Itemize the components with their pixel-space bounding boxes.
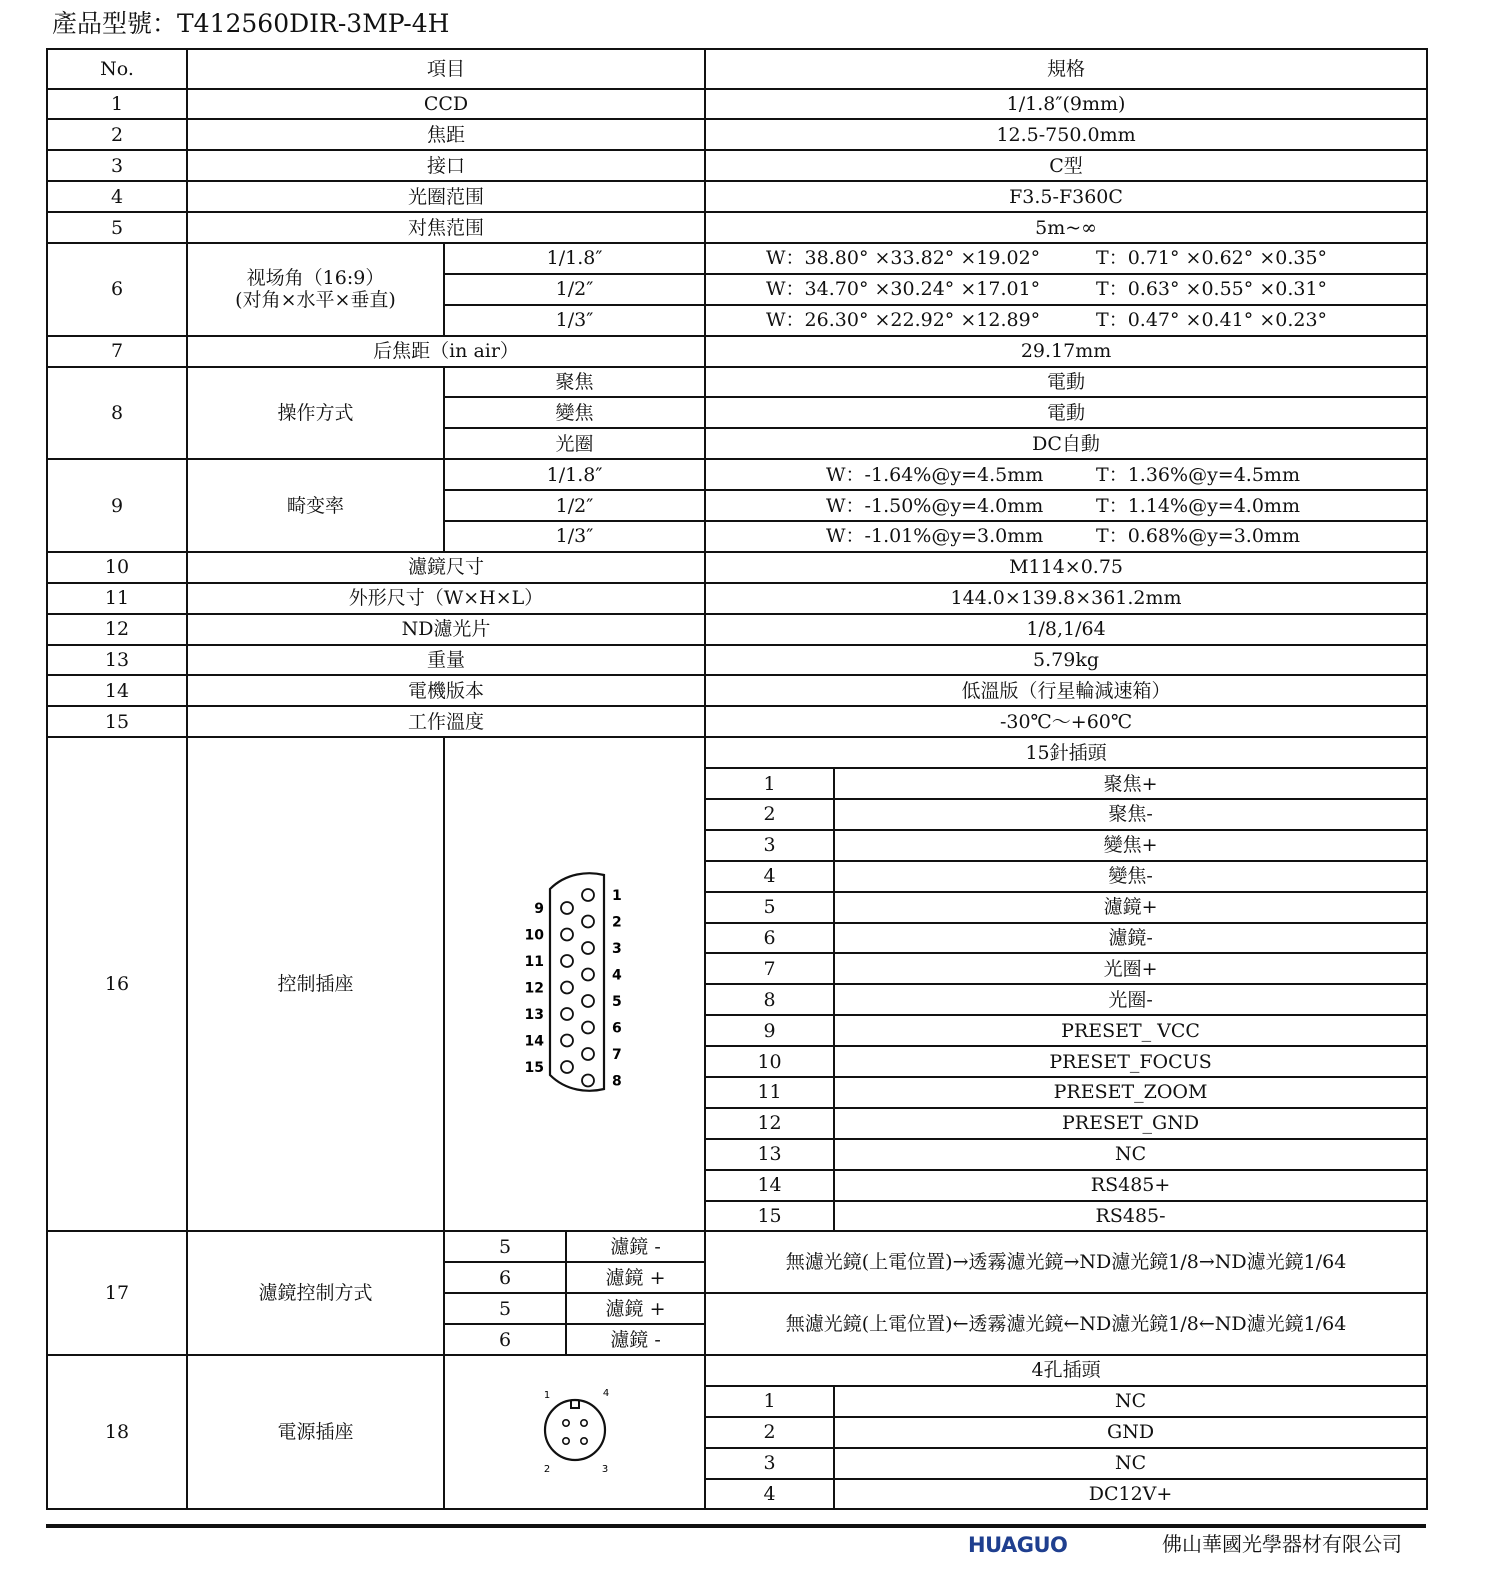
distortion-value <box>705 459 1427 490</box>
connector-pin <box>582 1074 594 1086</box>
spec-value: 電動 <box>705 367 1427 398</box>
item-name: 焦距 <box>187 119 705 150</box>
row-number: 6 <box>47 243 187 336</box>
table-row <box>47 150 1427 181</box>
item-name: CCD <box>187 89 705 120</box>
distortion-value <box>705 521 1427 552</box>
sensor-size: 1/3″ <box>444 305 705 336</box>
row-number: 3 <box>47 150 187 181</box>
pin-polarity: 濾鏡 - <box>566 1231 705 1262</box>
item-name: ND濾光片 <box>187 614 705 645</box>
model-title: 產品型號：T412560DIR-3MP-4H <box>52 9 450 38</box>
pin-number: 1 <box>705 768 834 799</box>
table-row <box>47 706 1427 737</box>
item-name: 控制插座 <box>187 737 444 1231</box>
connector-pin-label: 10 <box>524 927 544 944</box>
footer-rule <box>46 1524 1426 1528</box>
item-name: 濾鏡控制方式 <box>187 1231 444 1355</box>
item-name <box>187 243 444 336</box>
connector-pin-label: 15 <box>524 1059 544 1076</box>
table-row <box>47 119 1427 150</box>
connector-diagram-cell <box>444 737 705 1231</box>
fov-wide: W：34.70° ×30.24° ×17.01° <box>766 278 1041 301</box>
row-number: 11 <box>47 583 187 614</box>
distortion-tele: T：0.68%@y=3.0mm <box>1096 525 1300 548</box>
table-row <box>47 243 1427 274</box>
table-row <box>47 89 1427 120</box>
pin-signal: 變焦- <box>834 861 1427 892</box>
row-number: 15 <box>47 706 187 737</box>
row-number: 17 <box>47 1231 187 1355</box>
spec-value: 5.79kg <box>705 645 1427 676</box>
pin-signal: 變焦+ <box>834 830 1427 861</box>
pin-number: 7 <box>705 953 834 984</box>
connector-pin-label: 6 <box>611 1020 622 1037</box>
brand-logo: HUAGUO <box>968 1533 1068 1557</box>
item-name: 光圈范围 <box>187 181 705 212</box>
item-name: 后焦距（in air） <box>187 336 705 367</box>
spec-value: DC自動 <box>705 428 1427 459</box>
sensor-size: 1/2″ <box>444 274 705 305</box>
sub-item: 光圈 <box>444 428 705 459</box>
row-number: 2 <box>47 119 187 150</box>
connector-pin <box>561 955 573 967</box>
pin-number: 13 <box>705 1139 834 1170</box>
row-number: 12 <box>47 614 187 645</box>
item-name: 重量 <box>187 645 705 676</box>
header-no: No. <box>47 49 187 89</box>
item-name: 对焦范围 <box>187 212 705 243</box>
row-number: 16 <box>47 737 187 1231</box>
power-pin-label: 1 <box>543 1389 550 1401</box>
pin-number: 11 <box>705 1077 834 1108</box>
connector-pin-label: 12 <box>524 980 544 997</box>
connector-pin <box>582 1048 594 1060</box>
table-row <box>47 737 1427 768</box>
connector-pin <box>561 1061 573 1073</box>
row-number: 8 <box>47 367 187 460</box>
pin-number: 5 <box>705 892 834 923</box>
connector-pin <box>582 915 594 927</box>
connector-pin-label: 2 <box>611 914 622 931</box>
filter-sequence-backward: 無濾光鏡(上電位置)←透霧濾光鏡←ND濾光鏡1/8←ND濾光鏡1/64 <box>705 1293 1427 1355</box>
row-number: 14 <box>47 675 187 706</box>
sensor-size: 1/2″ <box>444 490 705 521</box>
spec-value: 144.0×139.8×361.2mm <box>705 583 1427 614</box>
pin-polarity: 濾鏡 + <box>566 1293 705 1324</box>
connector-pin-label: 4 <box>611 967 622 984</box>
pin-signal: 光圈+ <box>834 953 1427 984</box>
connector-pin <box>582 942 594 954</box>
pin-signal: PRESET_ZOOM <box>834 1077 1427 1108</box>
spec-value: 電動 <box>705 397 1427 428</box>
sub-item: 變焦 <box>444 397 705 428</box>
pin-number: 6 <box>705 923 834 954</box>
power-connector-icon <box>525 1380 625 1480</box>
fov-value <box>705 243 1427 274</box>
pin-signal: NC <box>834 1139 1427 1170</box>
table-row <box>47 645 1427 676</box>
db15-connector-icon <box>520 867 630 1097</box>
pin-signal: NC <box>834 1448 1427 1479</box>
spec-value: C型 <box>705 150 1427 181</box>
fov-wide: W：38.80° ×33.82° ×19.02° <box>766 247 1041 270</box>
table-row <box>47 367 1427 398</box>
pin-signal: 濾鏡+ <box>834 892 1427 923</box>
spec-value: 12.5-750.0mm <box>705 119 1427 150</box>
connector-pin-label: 8 <box>611 1073 622 1090</box>
table-row <box>47 181 1427 212</box>
connector-pin <box>582 995 594 1007</box>
spec-value: 29.17mm <box>705 336 1427 367</box>
item-name: 接口 <box>187 150 705 181</box>
power-pin-label: 2 <box>543 1463 550 1475</box>
table-row <box>47 212 1427 243</box>
pin-number: 12 <box>705 1108 834 1139</box>
connector-pin-label: 9 <box>533 900 544 917</box>
distortion-value <box>705 490 1427 521</box>
pin-number: 2 <box>705 799 834 830</box>
connector-pin <box>561 1008 573 1020</box>
sensor-size: 1/3″ <box>444 521 705 552</box>
connector-pin <box>561 928 573 940</box>
table-row <box>47 675 1427 706</box>
spec-value: 5m~∞ <box>705 212 1427 243</box>
table-row <box>47 1231 1427 1262</box>
pin-number: 5 <box>444 1231 566 1262</box>
pin-number: 6 <box>444 1262 566 1293</box>
spec-value: M114×0.75 <box>705 552 1427 583</box>
pin-signal: PRESET_ VCC <box>834 1015 1427 1046</box>
connector-title: 4孔插頭 <box>705 1355 1427 1386</box>
spec-value: 低溫版（行星輪減速箱） <box>705 675 1427 706</box>
pin-signal: RS485+ <box>834 1170 1427 1201</box>
item-name-line: 视场角（16:9） <box>246 267 385 290</box>
pin-signal: DC12V+ <box>834 1479 1427 1510</box>
fov-tele: T：0.47° ×0.41° ×0.23° <box>1096 309 1328 332</box>
power-pin-label: 3 <box>601 1463 608 1475</box>
company-name: 佛山華國光學器材有限公司 <box>1162 1532 1402 1556</box>
connector-pin-label: 11 <box>524 953 544 970</box>
fov-tele: T：0.63° ×0.55° ×0.31° <box>1096 278 1328 301</box>
pin-number: 9 <box>705 1015 834 1046</box>
table-row <box>47 459 1427 490</box>
pin-signal: PRESET_FOCUS <box>834 1046 1427 1077</box>
distortion-wide: W：-1.64%@y=4.5mm <box>826 463 1044 486</box>
pin-number: 8 <box>705 984 834 1015</box>
distortion-tele: T：1.36%@y=4.5mm <box>1096 463 1300 486</box>
spec-value: 1/8,1/64 <box>705 614 1427 645</box>
header-spec: 規格 <box>705 49 1427 89</box>
power-pin-label: 4 <box>602 1387 609 1399</box>
row-number: 5 <box>47 212 187 243</box>
pin-signal: NC <box>834 1386 1427 1417</box>
connector-pin <box>561 981 573 993</box>
pin-number: 3 <box>705 830 834 861</box>
power-connector-diagram-cell <box>444 1355 705 1509</box>
spec-value: F3.5-F360C <box>705 181 1427 212</box>
connector-pin-label: 3 <box>611 940 622 957</box>
pin-signal: 濾鏡- <box>834 923 1427 954</box>
item-name: 濾鏡尺寸 <box>187 552 705 583</box>
connector-pin <box>582 889 594 901</box>
row-number: 18 <box>47 1355 187 1509</box>
distortion-tele: T：1.14%@y=4.0mm <box>1096 494 1300 517</box>
connector-pin <box>561 1034 573 1046</box>
table-row <box>47 583 1427 614</box>
sensor-size: 1/1.8″ <box>444 243 705 274</box>
row-number: 7 <box>47 336 187 367</box>
spec-value: 1/1.8″(9mm) <box>705 89 1427 120</box>
fov-tele: T：0.71° ×0.62° ×0.35° <box>1096 247 1328 270</box>
filter-sequence-forward: 無濾光鏡(上電位置)→透霧濾光鏡→ND濾光鏡1/8→ND濾光鏡1/64 <box>705 1231 1427 1293</box>
connector-pin <box>582 1021 594 1033</box>
connector-title: 15針插頭 <box>705 737 1427 768</box>
pin-number: 6 <box>444 1324 566 1355</box>
pin-polarity: 濾鏡 + <box>566 1262 705 1293</box>
pin-signal: 聚焦+ <box>834 768 1427 799</box>
pin-number: 1 <box>705 1386 834 1417</box>
item-name: 電機版本 <box>187 675 705 706</box>
connector-pin-label: 13 <box>524 1006 544 1023</box>
item-name: 工作溫度 <box>187 706 705 737</box>
pin-signal: GND <box>834 1417 1427 1448</box>
connector-pin <box>582 968 594 980</box>
pin-signal: PRESET_GND <box>834 1108 1427 1139</box>
spec-value: -30℃～+60℃ <box>705 706 1427 737</box>
item-name: 外形尺寸（W×H×L） <box>187 583 705 614</box>
row-number: 9 <box>47 459 187 552</box>
row-number: 4 <box>47 181 187 212</box>
pin-number: 4 <box>705 1479 834 1510</box>
pin-signal: RS485- <box>834 1201 1427 1232</box>
fov-wide: W：26.30° ×22.92° ×12.89° <box>766 309 1041 332</box>
item-name: 電源插座 <box>187 1355 444 1509</box>
pin-signal: 光圈- <box>834 984 1427 1015</box>
sub-item: 聚焦 <box>444 367 705 398</box>
pin-polarity: 濾鏡 - <box>566 1324 705 1355</box>
row-number: 1 <box>47 89 187 120</box>
table-row <box>47 614 1427 645</box>
header-item: 項目 <box>187 49 705 89</box>
table-row <box>47 1355 1427 1386</box>
table-row <box>47 552 1427 583</box>
connector-pin-label: 5 <box>611 993 622 1010</box>
header-row <box>47 49 1427 89</box>
pin-number: 2 <box>705 1417 834 1448</box>
item-name: 畸变率 <box>187 459 444 552</box>
connector-pin <box>561 902 573 914</box>
fov-value <box>705 274 1427 305</box>
pin-number: 3 <box>705 1448 834 1479</box>
table-row <box>47 336 1427 367</box>
item-name-line: (对角×水平×垂直) <box>235 289 396 312</box>
row-number: 13 <box>47 645 187 676</box>
fov-value <box>705 305 1427 336</box>
pin-signal: 聚焦- <box>834 799 1427 830</box>
row-number: 10 <box>47 552 187 583</box>
pin-number: 14 <box>705 1170 834 1201</box>
pin-number: 4 <box>705 861 834 892</box>
distortion-wide: W：-1.01%@y=3.0mm <box>826 525 1044 548</box>
pin-number: 5 <box>444 1293 566 1324</box>
distortion-wide: W：-1.50%@y=4.0mm <box>826 494 1044 517</box>
spec-table <box>46 48 1428 1510</box>
pin-number: 10 <box>705 1046 834 1077</box>
connector-pin-label: 7 <box>611 1046 622 1063</box>
connector-pin-label: 14 <box>524 1033 544 1050</box>
connector-pin-label: 1 <box>611 887 622 904</box>
item-name: 操作方式 <box>187 367 444 460</box>
sensor-size: 1/1.8″ <box>444 459 705 490</box>
pin-number: 15 <box>705 1201 834 1232</box>
